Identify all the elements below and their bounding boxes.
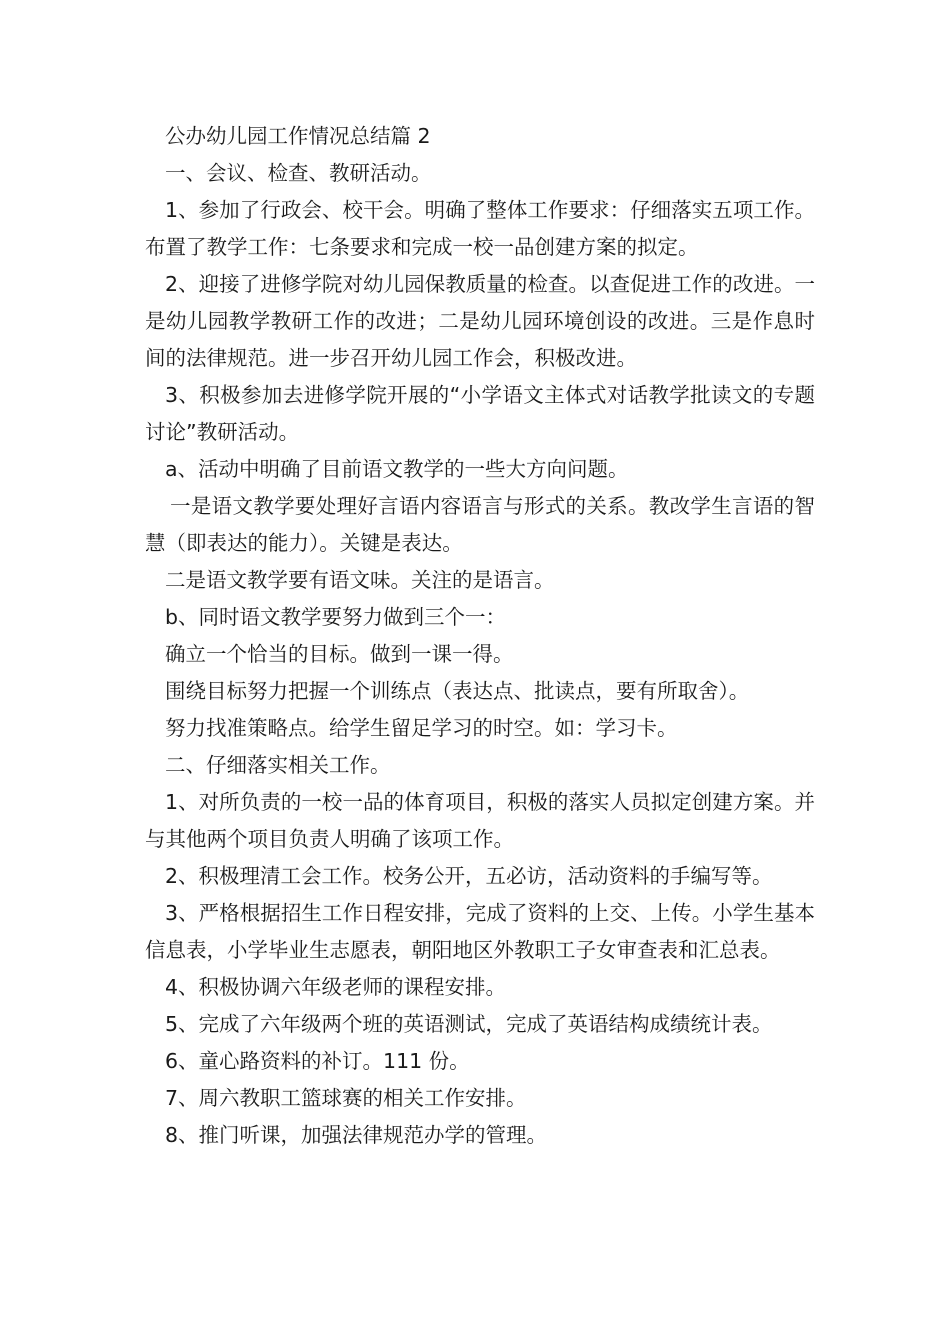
document-body: [145, 118, 815, 1154]
paragraph-item-1-2: 2、迎接了进修学院对幼儿园保教质量的检查。以查促进工作的改进。一是幼儿园教学教研工作的改进；二是幼儿园环境创设的改进。三是作息时间的法律规范。进一步召开幼儿园工作会，积极改进。: [145, 272, 815, 370]
paragraph-item-2-2: 2、积极理清工会工作。校务公开，五必访，活动资料的手编写等。: [165, 864, 773, 888]
paragraph-goal-1: 确立一个恰当的目标。做到一课一得。: [165, 642, 514, 666]
paragraph-sub-b: b、同时语文教学要努力做到三个一：: [165, 605, 507, 629]
section-heading-2: 二、仔细落实相关工作。: [165, 753, 391, 777]
paragraph-sub-a: a、活动中明确了目前语文教学的一些大方向问题。: [165, 457, 629, 481]
paragraph-item-1-1: 1、参加了行政会、校干会。明确了整体工作要求：仔细落实五项工作。布置了教学工作：七条要求和完成一校一品创建方案的拟定。: [145, 198, 815, 259]
paragraph-item-2-3: 3、严格根据招生工作日程安排，完成了资料的上交、上传。小学生基本信息表，小学毕业生志愿表，朝阳地区外教职工子女审查表和汇总表。: [145, 901, 815, 962]
paragraph-item-2-6: 6、童心路资料的补订。111 份。: [165, 1049, 470, 1073]
paragraph-item-2-5: 5、完成了六年级两个班的英语测试，完成了英语结构成绩统计表。: [165, 1012, 773, 1036]
paragraph-goal-3: 努力找准策略点。给学生留足学习的时空。如：学习卡。: [165, 716, 678, 740]
paragraph-item-2-1: 1、对所负责的一校一品的体育项目，积极的落实人员拟定创建方案。并与其他两个项目负责人明确了该项工作。: [145, 790, 815, 851]
paragraph-point-2: 二是语文教学要有语文味。关注的是语言。: [165, 568, 555, 592]
paragraph-point-1: 一是语文教学要处理好言语内容语言与形式的关系。教改学生言语的智慧（即表达的能力）。关键是表达。: [145, 494, 815, 555]
section-heading-1: 一、会议、检查、教研活动。: [165, 161, 432, 185]
document-title: 公办幼儿园工作情况总结篇 2: [165, 124, 431, 148]
paragraph-item-2-7: 7、周六教职工篮球赛的相关工作安排。: [165, 1086, 527, 1110]
paragraph-item-2-4: 4、积极协调六年级老师的课程安排。: [165, 975, 507, 999]
paragraph-item-2-8: 8、推门听课，加强法律规范办学的管理。: [165, 1123, 548, 1147]
paragraph-goal-2: 围绕目标努力把握一个训练点（表达点、批读点，要有所取舍）。: [165, 679, 750, 703]
paragraph-item-1-3: 3、积极参加去进修学院开展的“小学语文主体式对话教学批读文的专题讨论”教研活动。: [145, 383, 815, 444]
